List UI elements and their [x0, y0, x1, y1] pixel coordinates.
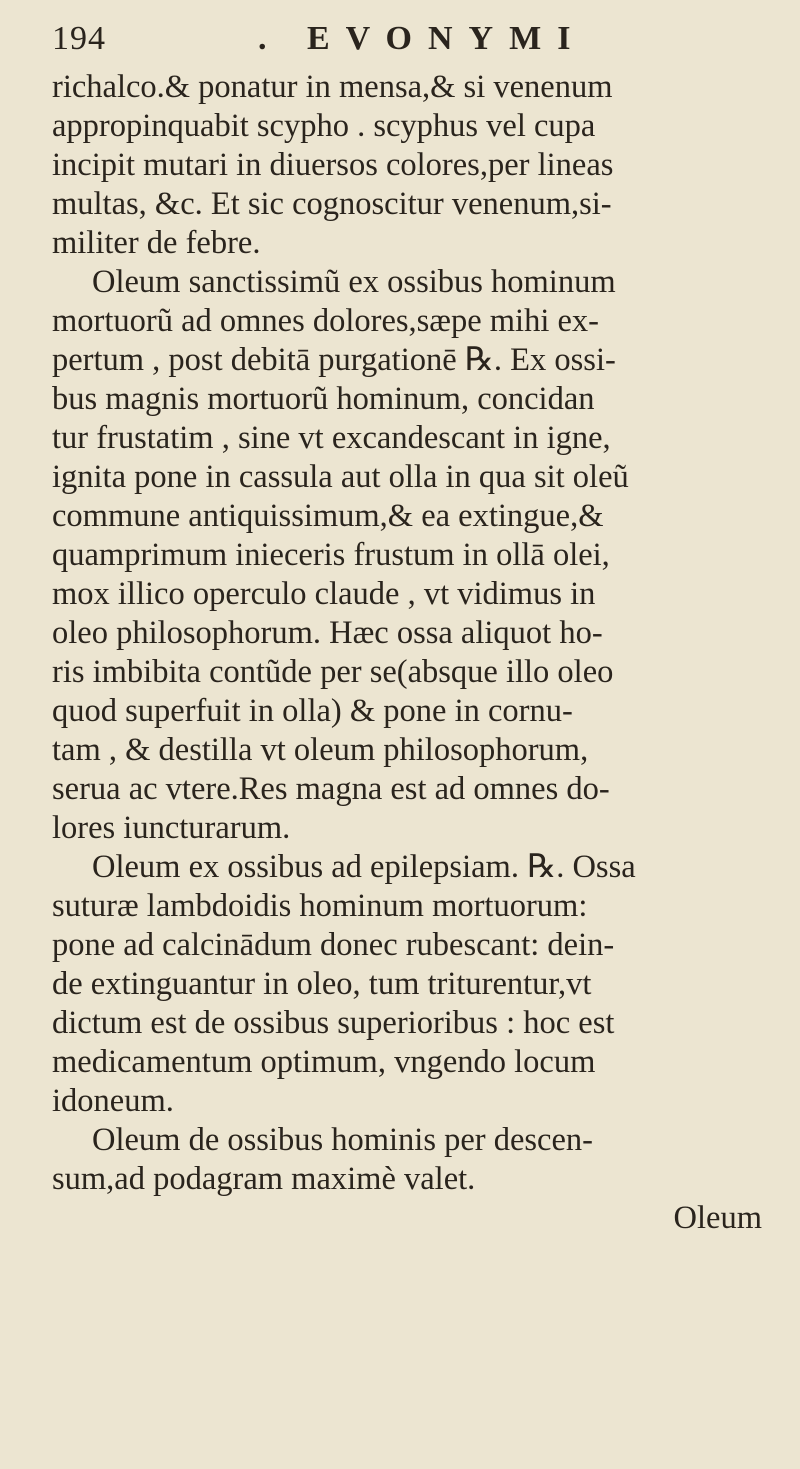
text-line: dictum est de ossibus superioribus : hoc est	[52, 1005, 615, 1041]
text-line: quamprimum inieceris frustum in ollā olei,	[52, 537, 610, 573]
text-line: pone ad calcinādum donec rubescant: dein-	[52, 927, 615, 963]
text-line: ignita pone in cassula aut olla in qua sit oleũ	[52, 459, 629, 495]
text-line: sum,ad podagram maximè valet.	[52, 1161, 476, 1197]
text-line: medicamentum optimum, vngendo locum	[52, 1044, 596, 1080]
text-line: suturæ lambdoidis hominum mortuorum:	[52, 888, 588, 924]
page-number: 194	[52, 20, 106, 57]
text-line: quod superfuit in olla) & pone in cornu-	[52, 693, 573, 729]
text-line: idoneum.	[52, 1083, 174, 1119]
text-line: mortuorũ ad omnes dolores,sæpe mihi ex-	[52, 303, 599, 339]
text-line: de extinguantur in oleo, tum triturentur,vt	[52, 966, 592, 1002]
text-line: tam , & destilla vt oleum philosophorum,	[52, 732, 589, 768]
paragraph-start-line: Oleum ex ossibus ad epilepsiam. ℞. Ossa	[92, 849, 636, 885]
text-line: incipit mutari in diuersos colores,per lineas	[52, 147, 614, 183]
paragraph-start-line: Oleum de ossibus hominis per descen-	[92, 1122, 593, 1158]
text-line: multas, &c. Et sic cognoscitur venenum,si-	[52, 186, 612, 222]
text-line: appropinquabit scypho . scyphus vel cupa	[52, 108, 596, 144]
text-line: commune antiquissimum,& ea extingue,&	[52, 498, 604, 534]
catchword: Oleum	[673, 1200, 762, 1236]
text-line: tur frustatim , sine vt excandescant in igne,	[52, 420, 611, 456]
text-line: ris imbibita contũde per se(absque illo oleo	[52, 654, 614, 690]
text-line: militer de febre.	[52, 225, 261, 261]
text-body	[52, 68, 782, 1238]
paragraph-start-line: Oleum sanctissimũ ex ossibus hominum	[92, 264, 616, 300]
text-line: lores iuncturarum.	[52, 810, 291, 846]
running-head: . EVONYMI	[258, 20, 587, 57]
text-line: mox illico operculo claude , vt vidimus in	[52, 576, 596, 612]
text-line: serua ac vtere.Res magna est ad omnes do-	[52, 771, 610, 807]
text-line: bus magnis mortuorũ hominum, concidan	[52, 381, 595, 417]
text-line: richalco.& ponatur in mensa,& si venenum	[52, 69, 613, 105]
text-line: oleo philosophorum. Hæc ossa aliquot ho-	[52, 615, 603, 651]
text-line: pertum , post debitā purgationē ℞. Ex ossi-	[52, 342, 616, 378]
